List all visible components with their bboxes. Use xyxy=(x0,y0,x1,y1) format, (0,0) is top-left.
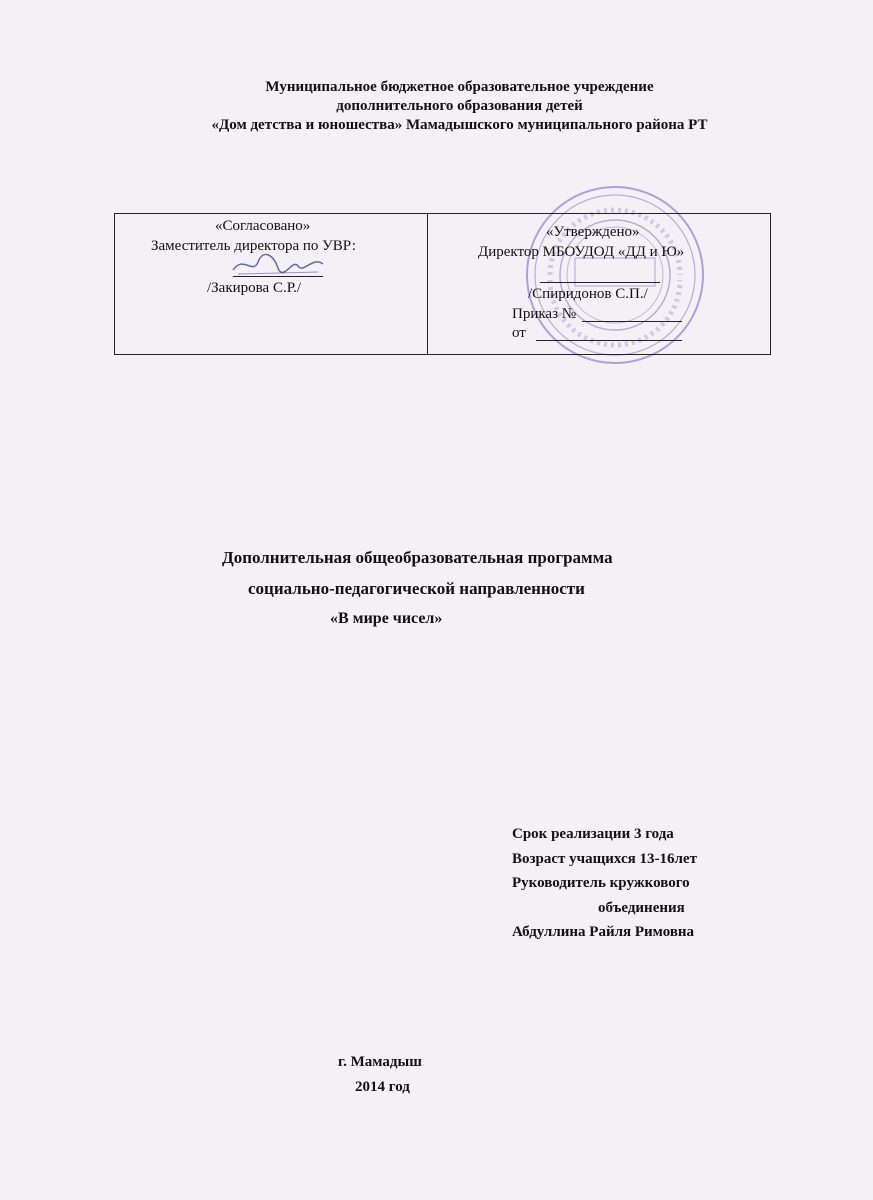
approved-title: «Утверждено» xyxy=(546,224,640,240)
order-date-line xyxy=(536,340,682,341)
header-line-2: дополнительного образования детей xyxy=(336,98,583,114)
approval-table xyxy=(114,213,771,355)
approved-name: /Спиридонов С.П./ xyxy=(528,286,648,302)
signature-icon xyxy=(228,250,328,280)
agreed-title: «Согласовано» xyxy=(215,218,311,234)
leader-name: Абдуллина Райля Римовна xyxy=(512,924,695,940)
order-number-line xyxy=(582,321,682,322)
approved-position: Директор МБОУДОД «ДД и Ю» xyxy=(478,244,685,260)
approved-cell xyxy=(428,214,770,354)
agreed-position: Заместитель директора по УВР: xyxy=(151,238,356,254)
leader-label-continued: объединения xyxy=(598,899,685,916)
student-age: Возраст учащихся 13-16лет xyxy=(512,850,697,867)
approved-signature-line xyxy=(540,282,660,283)
agreed-cell xyxy=(115,214,428,354)
institution-header xyxy=(24,78,873,135)
header-line-1: Муниципальное бюджетное образовательное учреждение xyxy=(265,79,654,95)
leader-label: Руководитель кружкового xyxy=(512,875,690,891)
agreed-name: /Закирова С.Р./ xyxy=(207,280,302,296)
program-title-line-2: социально-педагогической направленности xyxy=(248,579,585,598)
order-date-label: от xyxy=(512,325,526,341)
header-line-3: «Дом детства и юношества» Мамадышского муниципального района РТ xyxy=(211,117,708,133)
city: г. Мамадыш xyxy=(338,1054,422,1070)
order-label: Приказ № xyxy=(512,306,577,322)
program-title-line-1: Дополнительная общеобразовательная программа xyxy=(222,548,613,567)
year: 2014 год xyxy=(355,1079,410,1095)
program-info xyxy=(512,822,697,945)
program-name: «В мире чисел» xyxy=(330,610,443,627)
program-term: Срок реализации 3 года xyxy=(512,826,674,842)
